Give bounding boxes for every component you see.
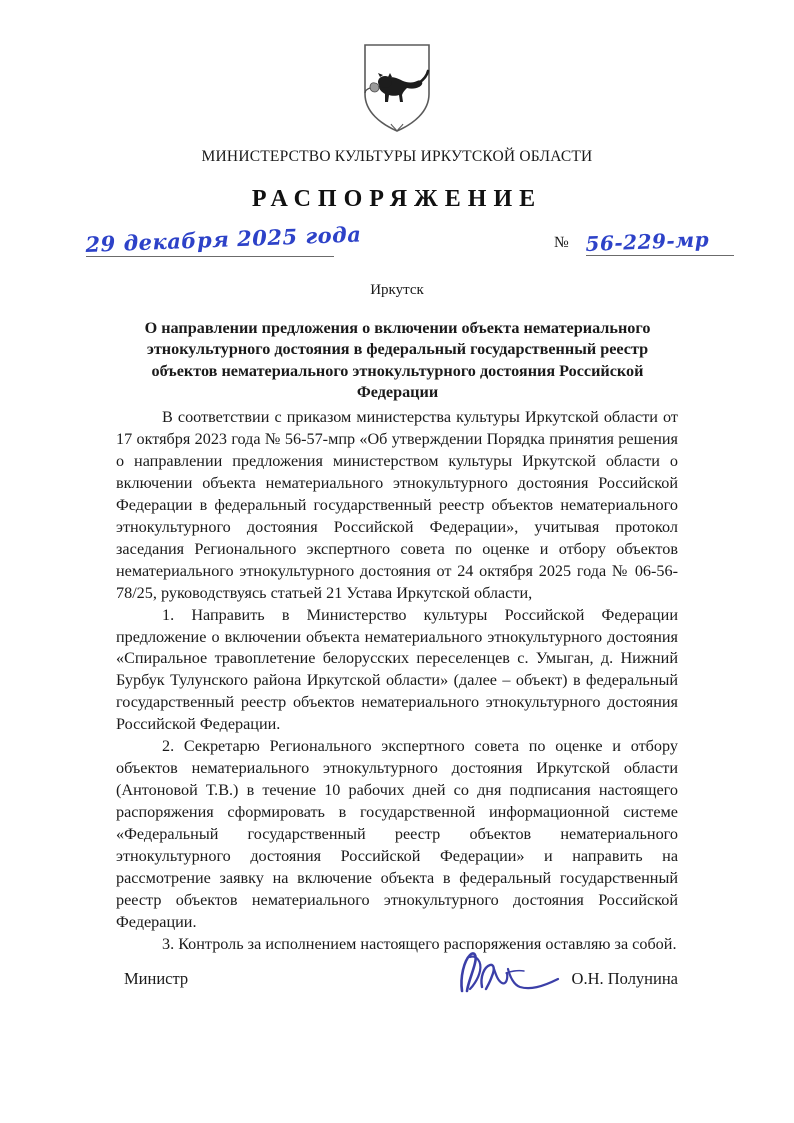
handwritten-signature-mark [446, 943, 576, 1001]
document-type-heading: РАСПОРЯЖЕНИЕ [251, 186, 543, 212]
date-handwritten-value: 29 декабря 2025 года [85, 221, 362, 257]
document-title: О направлении предложения о включении объекта нематериального этнокультурного достояния в федеральный государственный реестр объектов нематериального этнокультурного достояния Российской Федерации [144, 319, 651, 402]
number-rule [586, 255, 734, 256]
number-handwritten-value: 56-229-мр [585, 227, 710, 256]
body-paragraph: 1. Направить в Министерство культуры Российской Федерации предложение о включении объекта нематериального этнокультурного достояния «Спиральное травоплетение белорусских переселенцев с. Умыган, д. Нижний Бурбук Тулунского района Иркутской области» (далее – объект) в федеральный государственный реестр объектов нематериального этнокультурного достояния Российской Федерации. [116, 605, 678, 734]
emblem-container [0, 42, 794, 134]
organization-name: МИНИСТЕРСТВО КУЛЬТУРЫ ИРКУТСКОЙ ОБЛАСТИ [201, 148, 593, 165]
city-label: Иркутск [370, 282, 424, 298]
document-meta-row [85, 221, 734, 274]
body-paragraph: В соответствии с приказом министерства культуры Иркутской области от 17 октября 2023 года № 56-57-мпр «Об утверждении Порядка принятия решения о направлении предложения министерством культуры Иркутской области о включении объекта нематериального этнокультурного достояния Российской Федерации в федеральный государственный реестр объектов нематериального этнокультурного достояния Российской Федерации», учитывая протокол заседания Регионального экспертного совета по оценке и отбору объектов нематериального этнокультурного достояния от 24 октября 2025 года № 06-56-78/25, руководствуясь статьей 21 Устава Иркутской области, [116, 408, 678, 602]
document-body [116, 407, 678, 956]
body-paragraph: 2. Секретарю Регионального экспертного совета по оценке и отбору объектов нематериального этнокультурного достояния Иркутской области (Антоновой Т.В.) в течение 10 рабочих дней со дня подписания настоящего распоряжения сформировать в государственной информационной системе «Федеральный государственный реестр объектов нематериального этнокультурного достояния Российской Федерации» и направить на рассмотрение заявку на включение объекта в федеральный государственный реестр объектов нематериального этнокультурного достояния Российской Федерации. [116, 737, 678, 931]
coat-of-arms-icon [361, 42, 433, 134]
date-rule [86, 256, 334, 257]
number-field [554, 227, 734, 256]
signatory-name: О.Н. Полунина [571, 969, 678, 988]
body-paragraph: 3. Контроль за исполнением настоящего распоряжения оставляю за собой. [162, 934, 677, 953]
signature-block [116, 965, 678, 1015]
number-label: № [554, 234, 569, 251]
signatory-position: Министр [124, 969, 189, 988]
date-field [85, 221, 362, 257]
signature-icon [446, 943, 576, 1001]
